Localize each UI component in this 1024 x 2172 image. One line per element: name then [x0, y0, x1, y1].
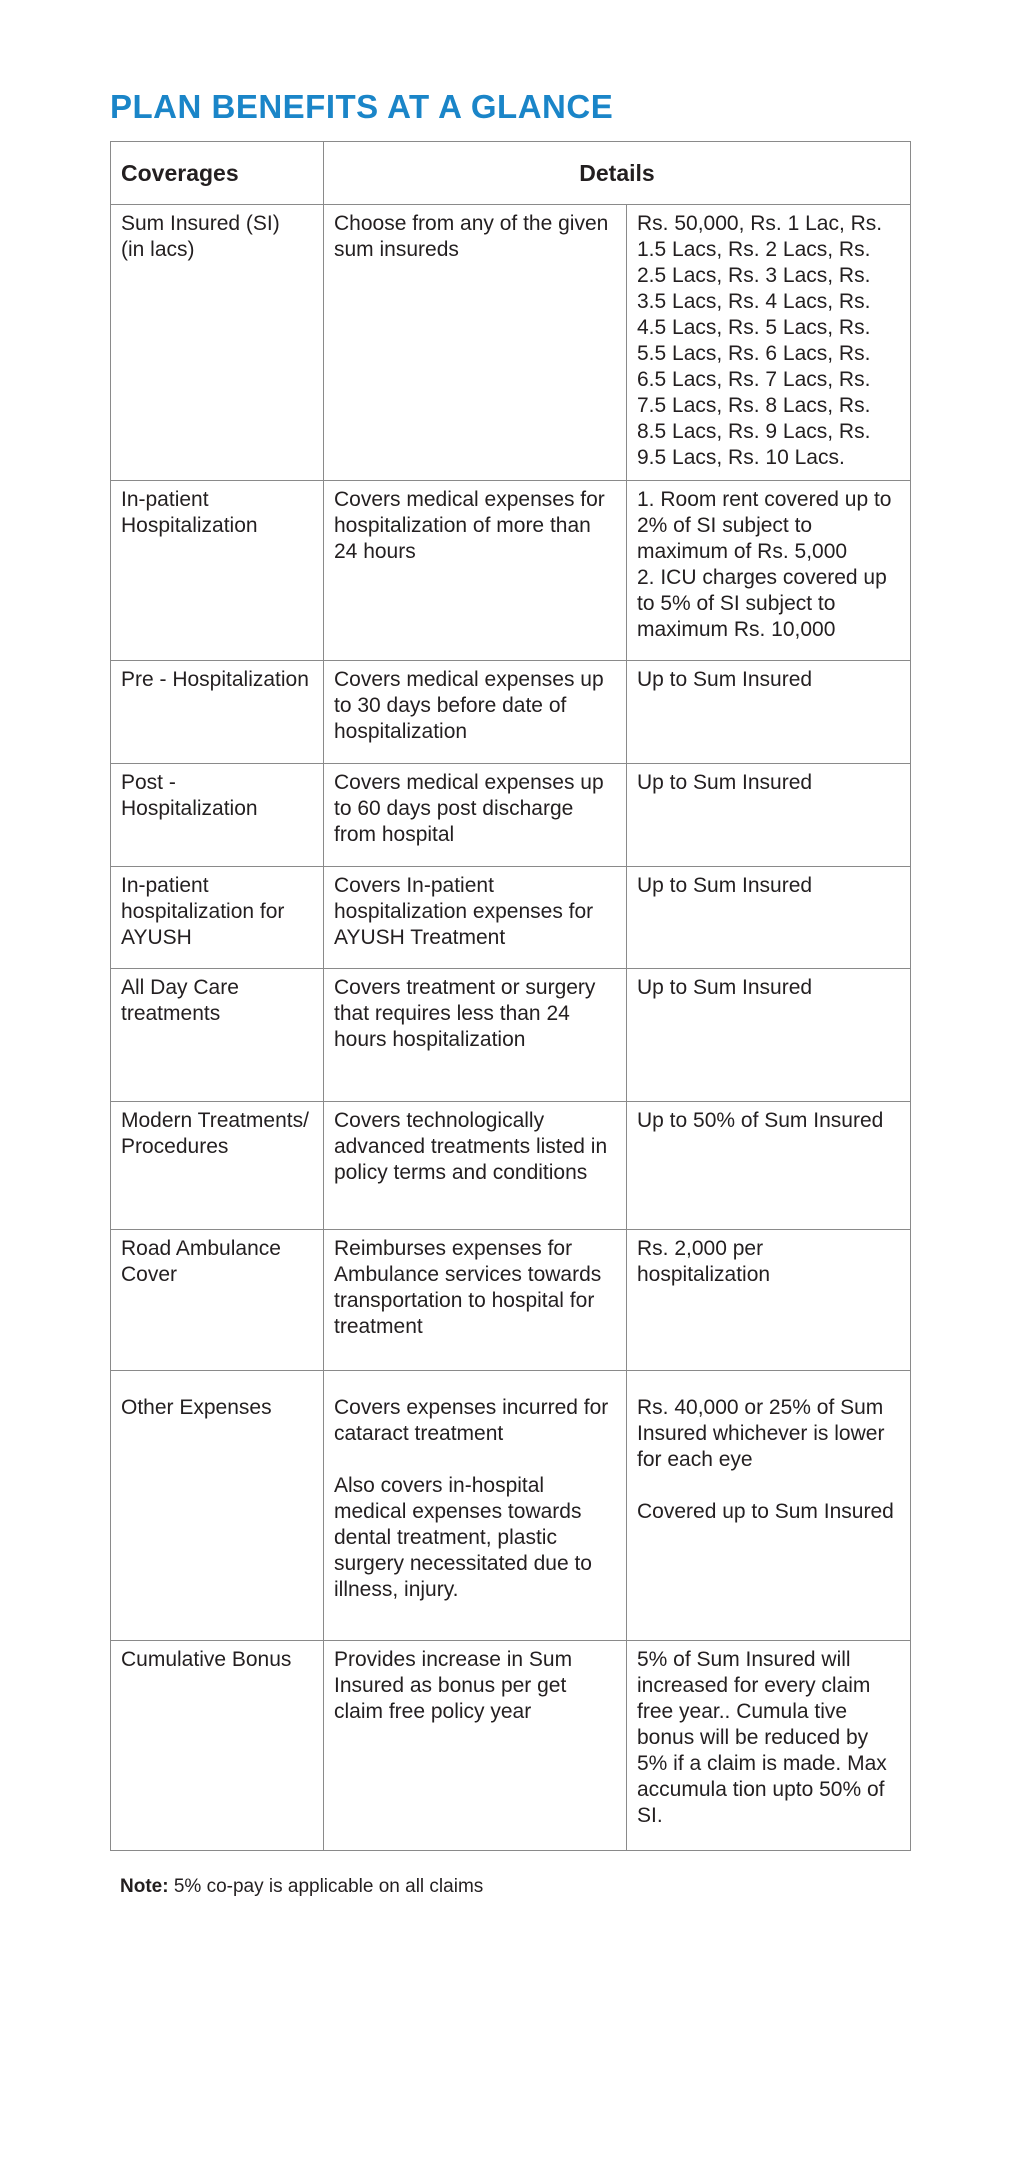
- coverages-header: Coverages: [111, 142, 324, 205]
- coverage-cell: Cumulative Bonus: [111, 1641, 324, 1851]
- detail-cell: Rs. 2,000 per hospitalization: [627, 1230, 911, 1371]
- description-cell: Covers In-patient hospitalization expenses for AYUSH Treatment: [324, 867, 627, 969]
- table-row: [111, 481, 911, 661]
- description-cell: Covers technologically advanced treatments listed in policy terms and conditions: [324, 1102, 627, 1230]
- detail-cell: 5% of Sum Insured will increased for every claim free year.. Cumula tive bonus will be reduced by 5% if a claim is made. Max accumula tion upto 50% of SI.: [627, 1641, 911, 1851]
- detail-cell: Rs. 40,000 or 25% of Sum Insured whichever is lower for each eye Covered up to Sum Insured: [627, 1371, 911, 1641]
- description-cell: Reimburses expenses for Ambulance services towards transportation to hospital for treatment: [324, 1230, 627, 1371]
- detail-cell: Up to Sum Insured: [627, 661, 911, 764]
- coverage-cell: In-patient Hospitalization: [111, 481, 324, 661]
- note-label: Note:: [120, 1876, 169, 1897]
- coverage-cell: Sum Insured (SI) (in lacs): [111, 205, 324, 481]
- table-row: [111, 1102, 911, 1230]
- coverage-cell: In-patient hospitalization for AYUSH: [111, 867, 324, 969]
- description-cell: Choose from any of the given sum insureds: [324, 205, 627, 481]
- table-row: [111, 661, 911, 764]
- table-row: [111, 1371, 911, 1641]
- detail-cell: Up to 50% of Sum Insured: [627, 1102, 911, 1230]
- description-cell: Covers treatment or surgery that requires less than 24 hours hospitalization: [324, 969, 627, 1102]
- description-cell: Covers medical expenses up to 30 days before date of hospitalization: [324, 661, 627, 764]
- table-header-row: [111, 142, 911, 205]
- detail-cell: Up to Sum Insured: [627, 867, 911, 969]
- detail-cell: Up to Sum Insured: [627, 764, 911, 867]
- coverage-cell: Pre - Hospitalization: [111, 661, 324, 764]
- description-cell: Covers medical expenses up to 60 days post discharge from hospital: [324, 764, 627, 867]
- coverage-cell: Post - Hospitalization: [111, 764, 324, 867]
- description-cell: Covers expenses incurred for cataract treatment Also covers in-hospital medical expenses towards dental treatment, plastic surgery necessitated due to illness, injury.: [324, 1371, 627, 1641]
- table-row: [111, 1641, 911, 1851]
- description-cell: Covers medical expenses for hospitalization of more than 24 hours: [324, 481, 627, 661]
- coverage-cell: Road Ambulance Cover: [111, 1230, 324, 1371]
- footnote: [120, 1876, 483, 1898]
- description-cell: Provides increase in Sum Insured as bonus per get claim free policy year: [324, 1641, 627, 1851]
- coverage-cell: Modern Treatments/ Procedures: [111, 1102, 324, 1230]
- details-header: Details: [324, 142, 911, 205]
- table-row: [111, 867, 911, 969]
- coverage-cell: Other Expenses: [111, 1371, 324, 1641]
- table-row: [111, 969, 911, 1102]
- table-row: [111, 205, 911, 481]
- coverage-cell: All Day Care treatments: [111, 969, 324, 1102]
- note-text: 5% co-pay is applicable on all claims: [168, 1876, 484, 1897]
- table-row: [111, 1230, 911, 1371]
- detail-cell: 1. Room rent covered up to 2% of SI subject to maximum of Rs. 5,000 2. ICU charges covered up to 5% of SI subject to maximum Rs. 10,000: [627, 481, 911, 661]
- benefits-table: [110, 141, 911, 1851]
- page-title: PLAN BENEFITS AT A GLANCE: [110, 88, 614, 125]
- detail-cell: Up to Sum Insured: [627, 969, 911, 1102]
- detail-cell: Rs. 50,000, Rs. 1 Lac, Rs. 1.5 Lacs, Rs. 2 Lacs, Rs. 2.5 Lacs, Rs. 3 Lacs, Rs. 3.5 Lacs, Rs. 4 Lacs, Rs. 4.5 Lacs, Rs. 5 Lacs, Rs. 5.5 Lacs, Rs. 6 Lacs, Rs. 6.5 Lacs, Rs. 7 Lacs, Rs. 7.5 Lacs, Rs. 8 Lacs, Rs. 8.5 Lacs, Rs. 9 Lacs, Rs. 9.5 Lacs, Rs. 10 Lacs.: [627, 205, 911, 481]
- table-row: [111, 764, 911, 867]
